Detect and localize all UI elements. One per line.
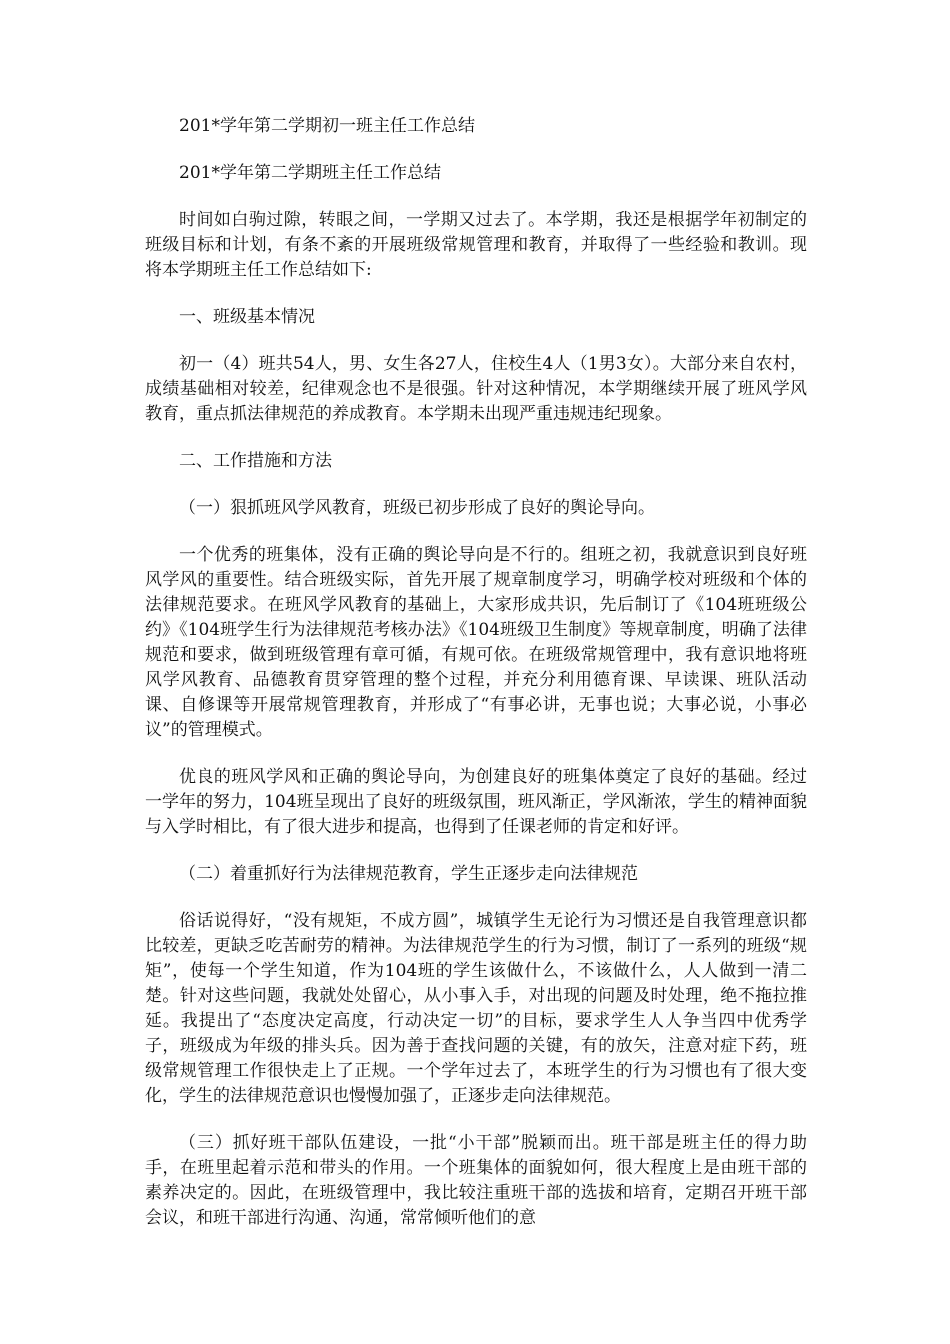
body-paragraph: 俗话说得好，“没有规矩，不成方圆”，城镇学生无论行为习惯还是自我管理意识都比较差，更缺乏吃苦耐劳的精神。为法律规范学生的行为习惯，制订了一系列的班级“规矩”，使每一个学生知道，作为104班的学生该做什么，不该做什么，人人做到一清二楚。针对这些问题，我就处处留心，从小事入手，对出现的问题及时处理，绝不拖拉推延。我提出了“态度决定高度，行动决定一切”的目标，要求学生人人争当四中优秀学子，班级成为年级的排头兵。因为善于查找问题的关键，有的放矢，注意对症下药，班级常规管理工作很快走上了正规。一个学年过去了，本班学生的行为习惯也有了很大变化，学生的法律规范意识也慢慢加强了，正逐步走向法律规范。 <box>145 911 807 1106</box>
class-info-paragraph: 初一（4）班共54人，男、女生各27人，住校生4人（1男3女）。大部分来自农村，成绩基础相对较差，纪律观念也不是很强。针对这种情况，本学期继续开展了班风学风教育，重点抓法律规范的养成教育。本学期未出现严重违规违纪现象。 <box>145 354 807 424</box>
document-title: 201*学年第二学期初一班主任工作总结 <box>179 116 475 136</box>
section-heading-class-info: 一、班级基本情况 <box>179 307 315 327</box>
intro-paragraph: 时间如白驹过隙，转眼之间，一学期又过去了。本学期，我还是根据学年初制定的班级目标和计划，有条不紊的开展班级常规管理和教育，并取得了一些经验和教训。现将本学期班主任工作总结如下: <box>145 210 807 280</box>
section-heading-measures: 二、工作措施和方法 <box>179 451 332 471</box>
subsection-heading-2: （二）着重抓好行为法律规范教育，学生正逐步走向法律规范 <box>179 864 638 884</box>
document-subtitle: 201*学年第二学期班主任工作总结 <box>179 163 441 183</box>
body-paragraph: （三）抓好班干部队伍建设，一批“小干部”脱颖而出。班干部是班主任的得力助手，在班里起着示范和带头的作用。一个班集体的面貌如何，很大程度上是由班干部的素养决定的。因此，在班级管理中，我比较注重班干部的选拔和培育，定期召开班干部会议，和班干部进行沟通、沟通，常常倾听他们的意 <box>145 1133 807 1228</box>
body-paragraph: 优良的班风学风和正确的舆论导向，为创建良好的班集体奠定了良好的基础。经过一学年的努力，104班呈现出了良好的班级氛围，班风渐正，学风渐浓，学生的精神面貌与入学时相比，有了很大进步和提高，也得到了任课老师的肯定和好评。 <box>145 767 807 837</box>
subsection-heading-1: （一）狠抓班风学风教育，班级已初步形成了良好的舆论导向。 <box>179 498 655 518</box>
document-body <box>145 114 807 1253</box>
body-paragraph: 一个优秀的班集体，没有正确的舆论导向是不行的。组班之初，我就意识到良好班风学风的重要性。结合班级实际，首先开展了规章制度学习，明确学校对班级和个体的法律规范要求。在班风学风教育的基础上，大家形成共识，先后制订了《104班班级公约》《104班学生行为法律规范考核办法》《104班级卫生制度》等规章制度，明确了法律规范和要求，做到班级管理有章可循，有规可依。在班级常规管理中，我有意识地将班风学风教育、品德教育贯穿管理的整个过程，并充分利用德育课、早读课、班队活动课、自修课等开展常规管理教育，并形成了“有事必讲，无事也说；大事必说，小事必议”的管理模式。 <box>145 545 807 740</box>
